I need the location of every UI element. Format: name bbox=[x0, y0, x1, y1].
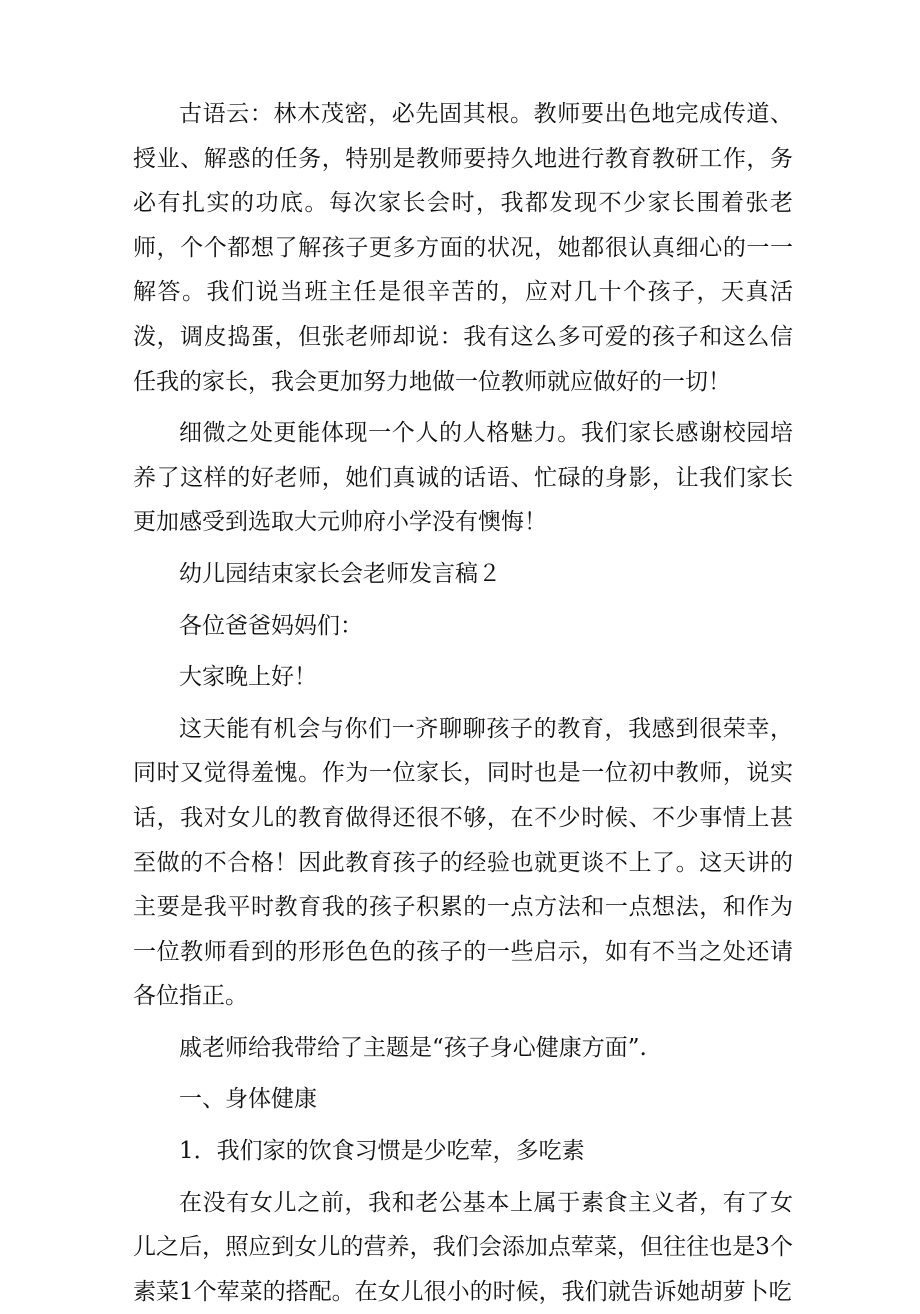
salutation: 各位爸爸妈妈们： bbox=[179, 612, 363, 639]
heading-physical-health: 一、身体健康 bbox=[179, 1086, 317, 1113]
paragraph-teacher-praise: 古语云：林木茂密，必先固其根。教师要出色地完成传道、授业、解惑的任务，特别是教师要持久地进行教育教研工作，务必有扎实的功底。每次家长会时，我都发现不少家长围着张老师，个个都想了解孩子更多方面的状况，她都很认真细心的一一解答。我们说当班主任是很辛苦的，应对几十个孩子，天真活泼，调皮捣蛋，但张老师却说：我有这么多可爱的孩子和这么信任我的家长，我会更加努力地做一位教师就应做好的一切！ bbox=[133, 101, 793, 395]
paragraph-personal-charm: 细微之处更能体现一个人的人格魅力。我们家长感谢校园培养了这样的好老师，她们真诚的话语、忙碌的身影，让我们家长更加感受到选取大元帅府小学没有懊悔！ bbox=[133, 420, 793, 536]
section-title: 幼儿园结束家长会老师发言稿２ bbox=[179, 560, 501, 587]
paragraph-diet-habits: 在没有女儿之前，我和老公基本上属于素食主义者，有了女儿之后，照应到女儿的营养，我们会添加点荤菜，但往往也是3个素菜1个荤菜的搭配。在女儿很小的时候，我们就告诉她胡萝卜吃 bbox=[133, 1189, 793, 1305]
paragraph-topic: 戚老师给我带给了主题是“孩子身心健康方面”. bbox=[179, 1034, 647, 1061]
greeting: 大家晚上好！ bbox=[179, 664, 317, 691]
subheading-diet: 1．我们家的饮食习惯是少吃荤，多吃素 bbox=[179, 1138, 585, 1165]
paragraph-introduction: 这天能有机会与你们一齐聊聊孩子的教育，我感到很荣幸，同时又觉得羞愧。作为一位家长，同时也是一位初中教师，说实话，我对女儿的教育做得还很不够，在不少时候、不少事情上甚至做的不合格！因此教育孩子的经验也就更谈不上了。这天讲的主要是我平时教育我的孩子积累的一点方法和一点想法，和作为一位教师看到的形形色色的孩子的一些启示，如有不当之处还请各位指正。 bbox=[133, 715, 793, 1010]
document-body bbox=[133, 92, 793, 1314]
